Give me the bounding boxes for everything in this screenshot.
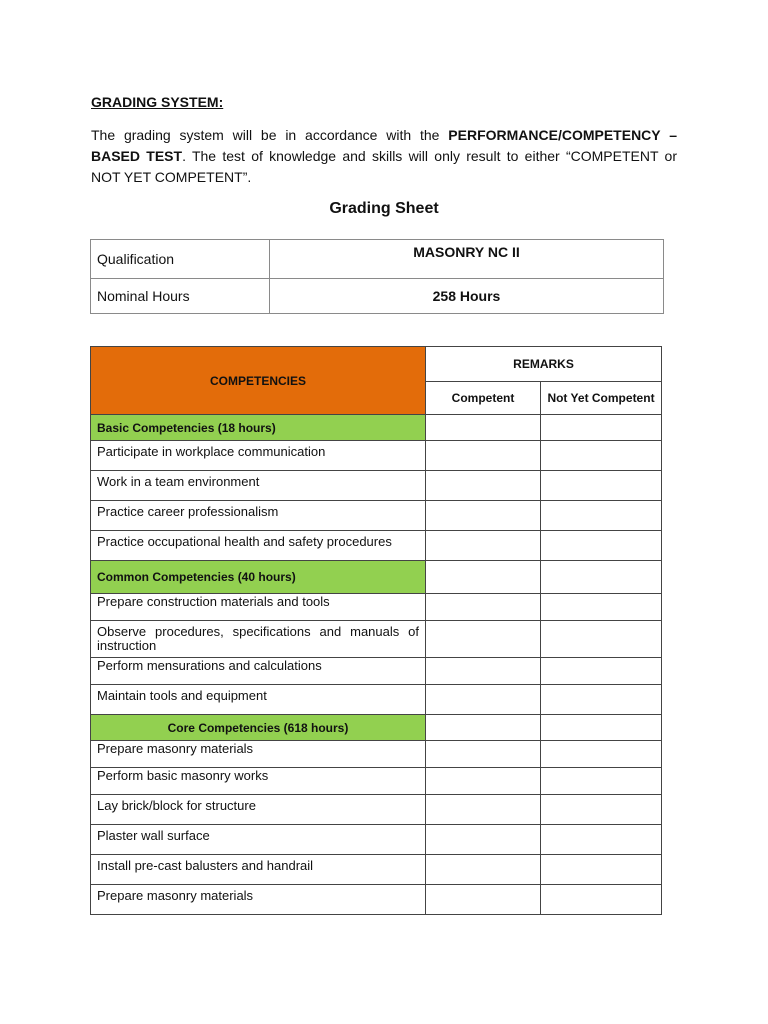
table-row [91, 685, 662, 715]
section-heading: GRADING SYSTEM: [91, 94, 224, 110]
not-yet-cell[interactable] [541, 741, 662, 768]
table-row [91, 855, 662, 885]
competency-item: Perform basic masonry works [91, 768, 426, 795]
table-row [91, 471, 662, 501]
competent-cell[interactable] [426, 441, 541, 471]
competency-item: Prepare masonry materials [91, 885, 426, 915]
group-row [91, 415, 662, 441]
competency-item: Observe procedures, specifications and manuals of instruction [91, 621, 426, 658]
nominal-hours-value: 258 Hours [270, 279, 664, 314]
not-yet-cell[interactable] [541, 855, 662, 885]
competent-cell[interactable] [426, 594, 541, 621]
table-row [91, 531, 662, 561]
table-row [91, 658, 662, 685]
not-yet-competent-header: Not Yet Competent [541, 382, 662, 415]
competent-cell[interactable] [426, 855, 541, 885]
table-row [91, 741, 662, 768]
not-yet-cell[interactable] [541, 441, 662, 471]
competencies-header: COMPETENCIES [91, 347, 426, 415]
competent-cell[interactable] [426, 741, 541, 768]
intro-paragraph [91, 125, 677, 188]
not-yet-cell[interactable] [541, 795, 662, 825]
not-yet-cell[interactable] [541, 825, 662, 855]
competency-item: Install pre-cast balusters and handrail [91, 855, 426, 885]
not-yet-cell[interactable] [541, 594, 662, 621]
table-row [91, 594, 662, 621]
competent-cell[interactable] [426, 795, 541, 825]
competency-item: Prepare masonry materials [91, 741, 426, 768]
competent-cell[interactable] [426, 658, 541, 685]
table-row [91, 441, 662, 471]
competent-cell[interactable] [426, 685, 541, 715]
not-yet-cell[interactable] [541, 685, 662, 715]
group-row [91, 561, 662, 594]
grading-sheet-title: Grading Sheet [329, 200, 439, 217]
not-yet-cell[interactable] [541, 501, 662, 531]
not-yet-cell[interactable] [541, 715, 662, 741]
competency-item: Plaster wall surface [91, 825, 426, 855]
competent-cell[interactable] [426, 885, 541, 915]
competent-cell[interactable] [426, 768, 541, 795]
not-yet-cell[interactable] [541, 885, 662, 915]
not-yet-cell[interactable] [541, 531, 662, 561]
qualification-value: MASONRY NC II [270, 240, 664, 279]
competency-item: Work in a team environment [91, 471, 426, 501]
competency-item: Practice occupational health and safety procedures [91, 531, 426, 561]
competent-cell[interactable] [426, 531, 541, 561]
group-row [91, 715, 662, 741]
competent-cell[interactable] [426, 621, 541, 658]
group-title-basic: Basic Competencies (18 hours) [91, 415, 426, 441]
table-row [91, 768, 662, 795]
table-row [91, 240, 664, 279]
competent-cell[interactable] [426, 561, 541, 594]
remarks-header: REMARKS [426, 347, 662, 382]
not-yet-cell[interactable] [541, 621, 662, 658]
table-row [91, 501, 662, 531]
not-yet-cell[interactable] [541, 768, 662, 795]
competency-item: Lay brick/block for structure [91, 795, 426, 825]
competency-item: Maintain tools and equipment [91, 685, 426, 715]
group-title-core: Core Competencies (618 hours) [91, 715, 426, 741]
nominal-hours-label: Nominal Hours [91, 279, 270, 314]
not-yet-cell[interactable] [541, 561, 662, 594]
competency-table [90, 346, 662, 915]
table-row [91, 279, 664, 314]
table-row [91, 621, 662, 658]
competent-cell[interactable] [426, 501, 541, 531]
competent-cell[interactable] [426, 471, 541, 501]
competent-cell[interactable] [426, 825, 541, 855]
table-row [91, 825, 662, 855]
not-yet-cell[interactable] [541, 658, 662, 685]
competency-item: Practice career professionalism [91, 501, 426, 531]
competency-item: Perform mensurations and calculations [91, 658, 426, 685]
qualification-table [90, 239, 664, 314]
intro-text-end: . The test of knowledge and skills will only result to either “COMPETENT or NOT YET COMPETENT”. [91, 148, 677, 185]
competent-header: Competent [426, 382, 541, 415]
group-title-common: Common Competencies (40 hours) [91, 561, 426, 594]
competency-item: Participate in workplace communication [91, 441, 426, 471]
qualification-label: Qualification [91, 240, 270, 279]
intro-bold-text: PERFORMANCE/COMPETENCY – BASED TEST [91, 127, 677, 164]
table-row [91, 795, 662, 825]
table-header-row [91, 347, 662, 382]
competent-cell[interactable] [426, 715, 541, 741]
competent-cell[interactable] [426, 415, 541, 441]
not-yet-cell[interactable] [541, 415, 662, 441]
intro-text-start: The grading system will be in accordance with the [91, 127, 449, 143]
not-yet-cell[interactable] [541, 471, 662, 501]
table-row [91, 885, 662, 915]
competency-item: Prepare construction materials and tools [91, 594, 426, 621]
